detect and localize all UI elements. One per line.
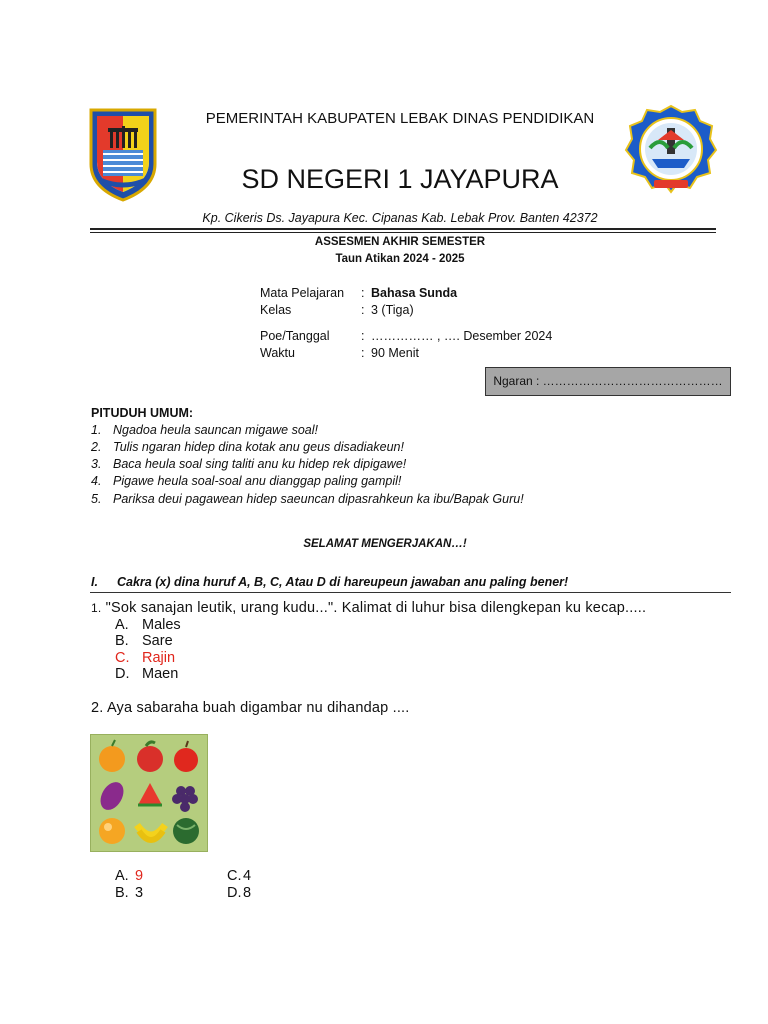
school-logo [624,104,718,194]
question-text: Aya sabaraha buah digambar nu dihandap .... [106,700,410,716]
school-name: SD NEGERI 1 JAYAPURA [241,164,559,194]
section-divider [90,592,731,593]
option-a[interactable]: A. Males [115,617,181,633]
instruction-item: 4. Pigawe heula soal-soal anu dianggap paling gampil! [91,474,402,488]
info-row-date: Poe/Tanggal : …………… , …. Desember 2024 [260,329,553,343]
instruction-item: 3. Baca heula soal sing taliti anu ku hidep rek dipigawe! [91,457,407,471]
info-row-class: Kelas : 3 (Tiga) [260,303,414,317]
question-number: 2. [91,700,104,716]
info-label: Mata Pelajaran [260,286,345,300]
header-divider-thin [90,232,716,233]
header-divider-thick [90,228,716,230]
option-b[interactable]: B. Sare [115,633,173,649]
question-2 [91,700,751,716]
section-number: I. [91,575,98,589]
section-instruction: Cakra (x) dina huruf A, B, C, Atau D di hareupeun jawaban anu paling bener! [117,575,569,589]
general-instructions-title: PITUDUH UMUM: [91,406,194,420]
school-address: Kp. Cikeris Ds. Jayapura Kec. Cipanas Kab. Lebak Prov. Banten 42372 [202,211,598,225]
option-b[interactable]: B. 3 [115,885,144,901]
info-label: Waktu [260,346,295,360]
info-value: 3 (Tiga) [371,303,414,317]
question-text: "Sok sanajan leutik, urang kudu...". Kalimat di luhur bisa dilengkepan ku kecap..... [105,600,647,616]
option-c[interactable]: C. Rajin [115,650,176,666]
question-1 [91,600,751,616]
info-label: Poe/Tanggal [260,329,330,343]
greeting: SELAMAT MENGERJAKAN…! [303,538,467,550]
info-value: …………… , …. Desember 2024 [371,329,553,343]
info-row-subject: Mata Pelajaran : Bahasa Sunda [260,286,458,300]
exam-year: Taun Atikan 2024 - 2025 [335,253,465,265]
instruction-item: 1. Ngadoa heula sauncan migawe soal! [91,423,318,437]
info-value: Bahasa Sunda [371,286,458,300]
info-label: Kelas [260,303,292,317]
info-row-time: Waktu : 90 Menit [260,346,419,360]
option-c[interactable]: C. 4 [227,868,252,884]
exam-heading [200,234,600,268]
question-number: 1. [91,601,102,615]
option-a[interactable]: A. 9 [115,868,144,884]
name-box[interactable]: Ngaran : ……………………………………… [485,367,731,396]
option-d[interactable]: D. 8 [227,885,252,901]
kabupaten-lebak-logo [88,106,158,202]
instruction-item: 5. Pariksa deui pagawean hidep saeuncan dipasrahkeun ka ibu/Bapak Guru! [91,492,524,506]
fruit-image [90,734,208,852]
institution-name: PEMERINTAH KABUPATEN LEBAK DINAS PENDIDIKAN [205,110,595,127]
instruction-item: 2. Tulis ngaran hidep dina kotak anu geus disadiakeun! [91,440,404,454]
info-value: 90 Menit [371,346,419,360]
exam-title: ASSESMEN AKHIR SEMESTER [314,236,486,248]
option-d[interactable]: D. Maen [115,666,179,682]
